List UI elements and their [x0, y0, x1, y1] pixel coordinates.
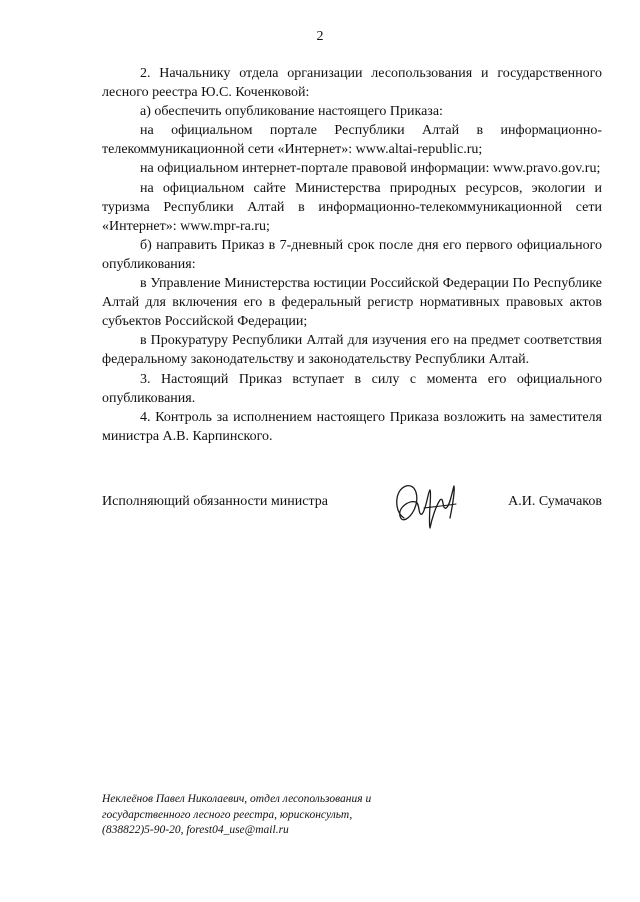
paragraph-prosecutor-office: в Прокуратуру Республики Алтай для изучения его на предмет соответствия федеральному законодательству и законодательству Республики Алтай.: [102, 333, 602, 368]
signatory-title: Исполняющий обязанности министра: [102, 494, 328, 509]
signature-block: [102, 478, 602, 538]
paragraph-ministry-site: на официальном сайте Министерства природных ресурсов, экологии и туризма Республики Алтай в информационно-телекоммуникационной сети «Интернет»: www.mpr-ra.ru;: [102, 180, 602, 234]
paragraph-altai-portal: на официальном портале Республики Алтай в информационно-телекоммуникационной сети «Интернет»: www.altai-republic.ru;: [102, 123, 602, 158]
paragraph-item-2: 2. Начальнику отдела организации лесопользования и государственного лесного реестра Ю.С. Коченковой:: [102, 66, 602, 101]
paragraph-item-4: 4. Контроль за исполнением настоящего Приказа возложить на заместителя министра А.В. Карпинского.: [102, 409, 602, 444]
page-number: 2: [316, 29, 324, 44]
order-body-text: [102, 64, 602, 446]
paragraph-item-3: 3. Настоящий Приказ вступает в силу с момента его официального опубликования.: [102, 371, 602, 406]
footer-executor-line: Неклеёнов Павел Николаевич, отдел лесопользования и: [102, 793, 372, 805]
paragraph-pravo-portal: на официальном интернет-портале правовой информации: www.pravo.gov.ru;: [140, 161, 601, 177]
paragraph-subitem-a: а) обеспечить опубликование настоящего Приказа:: [140, 104, 443, 120]
paragraph-justice-ministry: в Управление Министерства юстиции Российской Федерации По Республике Алтай для включения его в федеральный регистр нормативных правовых актов субъектов Российской Федерации;: [102, 276, 602, 330]
footer-position-line: государственного лесного реестра, юрисконсульт,: [102, 808, 353, 821]
paragraph-subitem-b: б) направить Приказ в 7-дневный срок после дня его первого официального опубликования:: [102, 237, 602, 272]
handwritten-signature: [390, 478, 462, 536]
executor-footer: [102, 792, 482, 839]
signatory-name: А.И. Сумачаков: [508, 494, 602, 509]
footer-contact-line: (838822)5-90-20, forest04_use@mail.ru: [102, 824, 289, 836]
